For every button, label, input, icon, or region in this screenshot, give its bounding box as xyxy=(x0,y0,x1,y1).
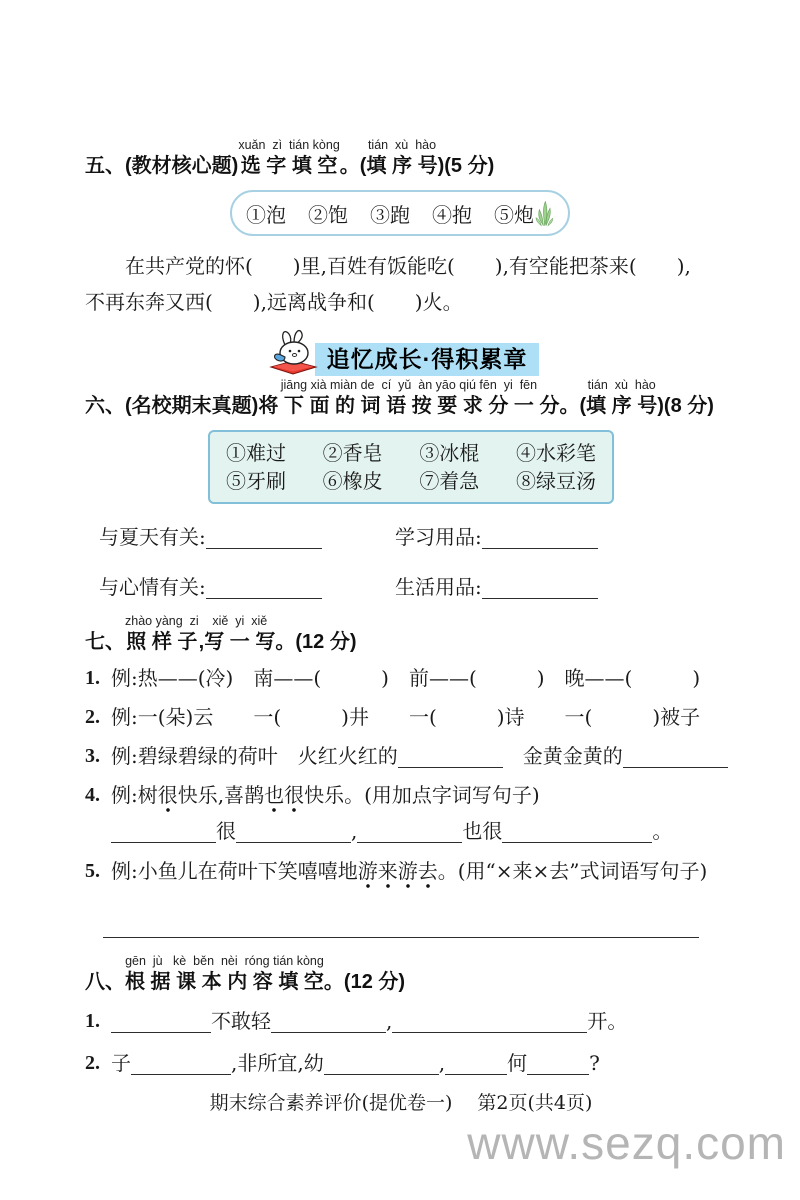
answer-blank xyxy=(527,1074,589,1075)
pinyin: tián xù hào xyxy=(587,378,656,392)
q6-word-bank xyxy=(208,430,614,504)
heading-text: )(8 分) xyxy=(657,395,714,417)
reward-banner xyxy=(85,326,717,376)
item-number: 1. xyxy=(85,667,100,689)
text: ? xyxy=(589,1051,600,1075)
heading-text: 五、(教材核心题) xyxy=(85,155,239,177)
heading-text: 根 据 课 本 内 容 填 空 xyxy=(125,971,324,993)
answer-blank xyxy=(236,842,351,843)
heading-text: 填 序 号 xyxy=(586,395,658,417)
q8-item-1 xyxy=(85,1004,717,1038)
category-study-items xyxy=(395,518,717,556)
category-summer xyxy=(99,518,395,556)
word-item: ②饱 xyxy=(308,202,348,227)
text: 例:热——(冷) 南——( ) 前——( ) 晚——( ) xyxy=(111,666,701,690)
seaweed-icon xyxy=(534,194,554,232)
text: 例:一(朵)云 一( )井 一( )诗 一( )被子 xyxy=(111,705,701,729)
item-number: 4. xyxy=(85,784,100,806)
text: 金黄金黄的 xyxy=(502,744,623,768)
answer-blank xyxy=(392,1032,587,1033)
heading-text: 。( xyxy=(559,395,587,417)
answer-blank xyxy=(111,1032,211,1033)
word-item: ⑥橡皮 xyxy=(322,469,383,493)
heading-text: 六、(名校期末真题) xyxy=(85,395,259,417)
item-content xyxy=(111,1004,717,1038)
answer-blank xyxy=(482,598,598,599)
item-number: 1. xyxy=(85,1010,100,1032)
q7-item-2 xyxy=(85,700,717,734)
q6-word-row-2 xyxy=(226,467,596,495)
emphasized-text: 游来游去 xyxy=(358,859,438,889)
text: , xyxy=(386,1009,393,1033)
answer-blank xyxy=(103,937,699,938)
page-content xyxy=(85,138,717,1115)
ruby-group xyxy=(125,954,324,996)
word-item: ③冰棍 xyxy=(419,441,480,465)
ruby-group xyxy=(586,378,657,420)
pinyin: gēn jù kè běn nèi róng tián kòng xyxy=(125,954,324,968)
answer-blank xyxy=(271,1032,386,1033)
answer-blank xyxy=(131,1074,231,1075)
q8-heading xyxy=(85,954,717,996)
word-item: ⑧绿豆汤 xyxy=(515,469,596,493)
answer-blank xyxy=(324,1074,439,1075)
item-number: 5. xyxy=(85,860,100,882)
answer-blank xyxy=(206,598,322,599)
pinyin: jiāng xià miàn de cí yǔ àn yāo qiú fēn yi fēn xyxy=(280,378,538,392)
q7-answer-line xyxy=(103,918,717,938)
answer-blank xyxy=(445,1074,507,1075)
answer-blank xyxy=(111,842,216,843)
q5-word-bank xyxy=(230,190,570,236)
category-daily-items xyxy=(395,568,717,606)
pinyin: tián xù hào xyxy=(367,138,437,152)
q7-item-3 xyxy=(85,739,717,773)
item-content xyxy=(111,854,717,888)
category-mood xyxy=(99,568,395,606)
pinyin: xuǎn zì tián kòng xyxy=(238,138,340,152)
item-content xyxy=(111,739,728,773)
word-item: ③跑 xyxy=(370,202,410,227)
item-content xyxy=(111,814,717,848)
ruby-group xyxy=(204,614,275,656)
text: 例:小鱼儿在荷叶下笑嘻嘻地 xyxy=(111,859,358,883)
q5-heading xyxy=(85,138,717,180)
heading-text: 写 一 写 xyxy=(204,631,276,653)
text: , xyxy=(438,1051,446,1075)
text: 例:树 xyxy=(111,783,158,807)
text: 子 xyxy=(111,1051,131,1075)
category-label: 学习用品: xyxy=(395,525,482,549)
text: 快乐。(用加点字词写句子) xyxy=(304,783,540,807)
word-item: ①难过 xyxy=(226,441,286,465)
text: 快乐,喜鹊 xyxy=(177,783,265,807)
text: , xyxy=(351,819,358,843)
answer-blank xyxy=(623,767,728,768)
ruby-group xyxy=(366,138,437,180)
item-content xyxy=(111,700,717,734)
q5-sentence-line-1 xyxy=(85,248,717,284)
word-item: ⑦着急 xyxy=(419,469,480,493)
heading-text: 照 样 子 xyxy=(126,631,198,653)
text: 。 xyxy=(652,819,673,843)
heading-text: 选 字 填 空 xyxy=(240,155,338,177)
text: 不再东奔又西( ),远离战争和( )火。 xyxy=(85,290,463,314)
banner-title: 追忆成长·得积累章 xyxy=(315,343,540,376)
text: 何 xyxy=(507,1051,528,1075)
item-content xyxy=(111,778,717,812)
word-item: ①泡 xyxy=(246,202,286,227)
q5-sentence-line-2 xyxy=(85,284,717,320)
item-number: 2. xyxy=(85,1052,100,1074)
q6-heading xyxy=(85,378,717,420)
ruby-group xyxy=(125,614,199,656)
emphasized-text: 很 xyxy=(158,783,178,813)
item-content xyxy=(111,661,717,695)
pinyin: zhào yàng zi xyxy=(125,614,199,628)
answer-blank xyxy=(206,548,322,549)
q8-item-2 xyxy=(85,1046,717,1080)
text: 很 xyxy=(216,819,236,843)
ruby-group xyxy=(258,378,559,420)
heading-text: 。(12 分) xyxy=(275,631,357,653)
page-footer: 期末综合素养评价(提优卷一) 第2页(共4页) xyxy=(209,1092,593,1114)
q7-heading xyxy=(85,614,717,656)
q7-item-4 xyxy=(85,778,717,812)
q6-categories xyxy=(99,518,717,606)
q6-word-row-1 xyxy=(226,439,596,467)
q7-item-1 xyxy=(85,661,717,695)
heading-text: )(5 分) xyxy=(437,155,495,177)
text: 在共产党的怀( )里,百姓有饭能吃( ),有空能把茶来( ), xyxy=(85,254,691,278)
heading-text: 将 下 面 的 词 语 按 要 求 分 一 分 xyxy=(258,395,560,417)
category-label: 与心情有关: xyxy=(99,575,206,599)
word-item: ④水彩笔 xyxy=(515,441,596,465)
word-item: ⑤炮 xyxy=(494,202,534,227)
word-item: ②香皂 xyxy=(322,441,383,465)
q7-item-5 xyxy=(85,854,717,888)
watermark: www.sezq.com xyxy=(467,1117,786,1169)
word-item: ⑤牙刷 xyxy=(226,469,286,493)
answer-blank xyxy=(482,548,598,549)
item-content xyxy=(111,1046,717,1080)
text: 例:碧绿碧绿的荷叶 火红火红的 xyxy=(111,744,398,768)
category-label: 生活用品: xyxy=(395,575,482,599)
pinyin: xiě yi xiě xyxy=(212,614,268,628)
heading-text: 。( xyxy=(339,155,367,177)
text: 也很 xyxy=(462,819,503,843)
answer-blank xyxy=(502,842,652,843)
heading-text: 。(12 分) xyxy=(323,971,406,993)
text: ,非所宜,幼 xyxy=(231,1051,324,1075)
text: 不敢轻 xyxy=(211,1009,271,1033)
word-item: ④抱 xyxy=(432,202,472,227)
answer-blank xyxy=(357,842,462,843)
heading-text: , xyxy=(198,631,205,653)
category-label: 与夏天有关: xyxy=(99,525,206,549)
answer-blank xyxy=(398,767,503,768)
q7-item-4-answer xyxy=(85,814,717,848)
ruby-group xyxy=(238,138,339,180)
heading-text: 八、 xyxy=(85,971,125,993)
heading-text: 七、 xyxy=(85,631,125,653)
heading-text: 填 序 号 xyxy=(366,155,438,177)
text: 。(用“×来×去”式词语写句子) xyxy=(437,859,708,883)
text: 开。 xyxy=(587,1009,628,1033)
item-number: 3. xyxy=(85,745,100,767)
rabbit-reading-icon xyxy=(263,326,323,376)
q5-word-list xyxy=(246,199,534,228)
emphasized-text: 也很 xyxy=(264,783,304,813)
item-number: 2. xyxy=(85,706,100,728)
